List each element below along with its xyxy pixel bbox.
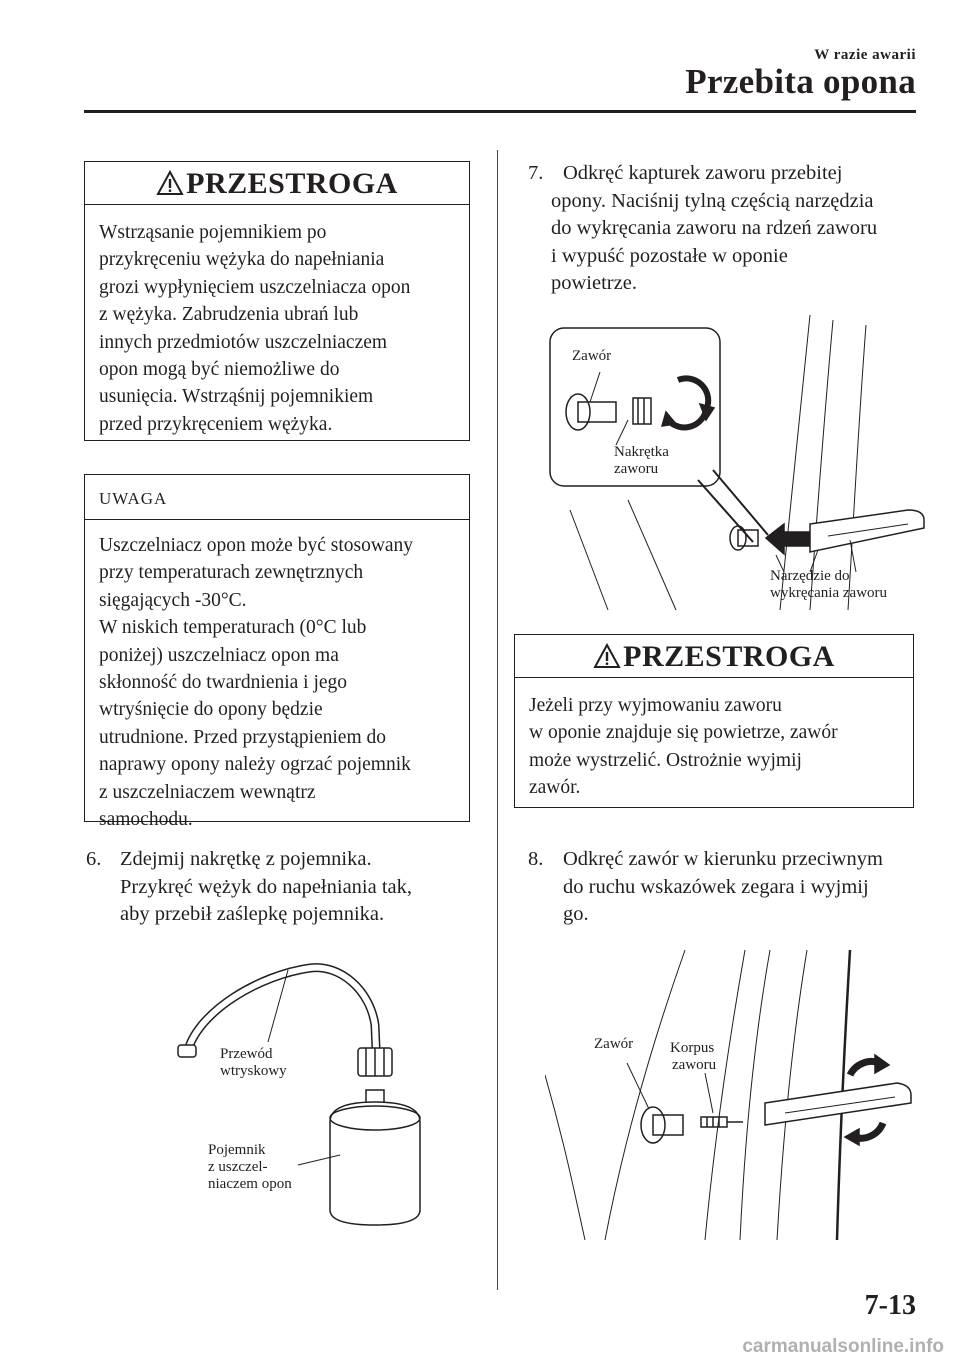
valve-label: Zawór xyxy=(594,1036,634,1052)
caution-text: Jeżeli przy wyjmowaniu zaworu w oponie znajduje się powietrze, zawór może wystrzelić. Ostrożnie wyjmij zawór. xyxy=(529,695,838,799)
valve-cap-label: Nakrętka zaworu xyxy=(614,444,669,477)
page-number: 7-13 xyxy=(864,1290,916,1321)
warning-triangle-icon xyxy=(156,170,184,196)
step-number: 6. xyxy=(86,848,102,870)
section-title: W razie awarii xyxy=(814,47,916,63)
watermark: carmanualsonline.info xyxy=(742,1336,944,1357)
note-title: UWAGA xyxy=(85,475,469,520)
step-6: 6. Zdejmij nakrętkę z pojemnika. Przykręć wężyk do napełniania tak, aby przebił zaślepkę pojemnika. xyxy=(86,848,413,925)
hose-label: Przewód wtryskowy xyxy=(220,1046,287,1079)
valve-label: Zawór xyxy=(572,348,612,364)
caution-title: PRZESTROGA xyxy=(623,640,835,673)
step-8: 8. Odkręć zawór w kierunku przeciwnym do ruchu wskazówek zegara i wyjmij go. xyxy=(528,848,883,925)
note-text: Uszczelniacz opon może być stosowany przy temperaturach zewnętrznych sięgających -30°C. W niskich temperaturach (0°C lub poniżej) uszczelniacz opon ma skłonność do twardnienia i jego wtryśnięcie do opony będzie utrudnione. Przed przystąpieniem do naprawy opony należy ogrzać pojemnik z uszczelniaczem wewnątrz samochodu. xyxy=(99,535,414,831)
column-divider xyxy=(497,150,498,1290)
caution-header xyxy=(85,162,469,205)
caution-box xyxy=(514,634,914,808)
caution-title: PRZESTROGA xyxy=(186,167,398,200)
valve-removal-illustration xyxy=(545,945,915,1245)
step-number: 8. xyxy=(528,848,544,870)
caution-text: Wstrząsanie pojemnikiem po przykręceniu wężyka do napełniania grozi wypłynięciem uszczelniacza opon z wężyka. Zabrudzenia ubrań lub innych przedmiotów uszczelniaczem opon mogą być niemożliwe do usunięcia. Wstrząśnij pojemnikiem przed przykręceniem wężyka. xyxy=(99,222,411,435)
step-7: 7. Odkręć kapturek zaworu przebitej opony. Naciśnij tylną częścią narzędzia do wykręcania zaworu na rdzeń zaworu i wypuść pozostałe w oponie powietrze. xyxy=(528,162,878,294)
valve-body-label: Korpus zaworu xyxy=(670,1040,717,1073)
page-title: Przebita opona xyxy=(685,62,916,101)
caution-header xyxy=(515,635,913,678)
warning-triangle-icon xyxy=(593,643,621,669)
tool-label: Narzędzie do wykręcania zaworu xyxy=(770,568,888,601)
header-divider xyxy=(84,110,916,113)
caution-box xyxy=(84,161,470,441)
step-number: 7. xyxy=(528,162,544,184)
container-label: Pojemnik z uszczel- niaczem opon xyxy=(208,1142,292,1192)
note-box xyxy=(84,474,470,831)
